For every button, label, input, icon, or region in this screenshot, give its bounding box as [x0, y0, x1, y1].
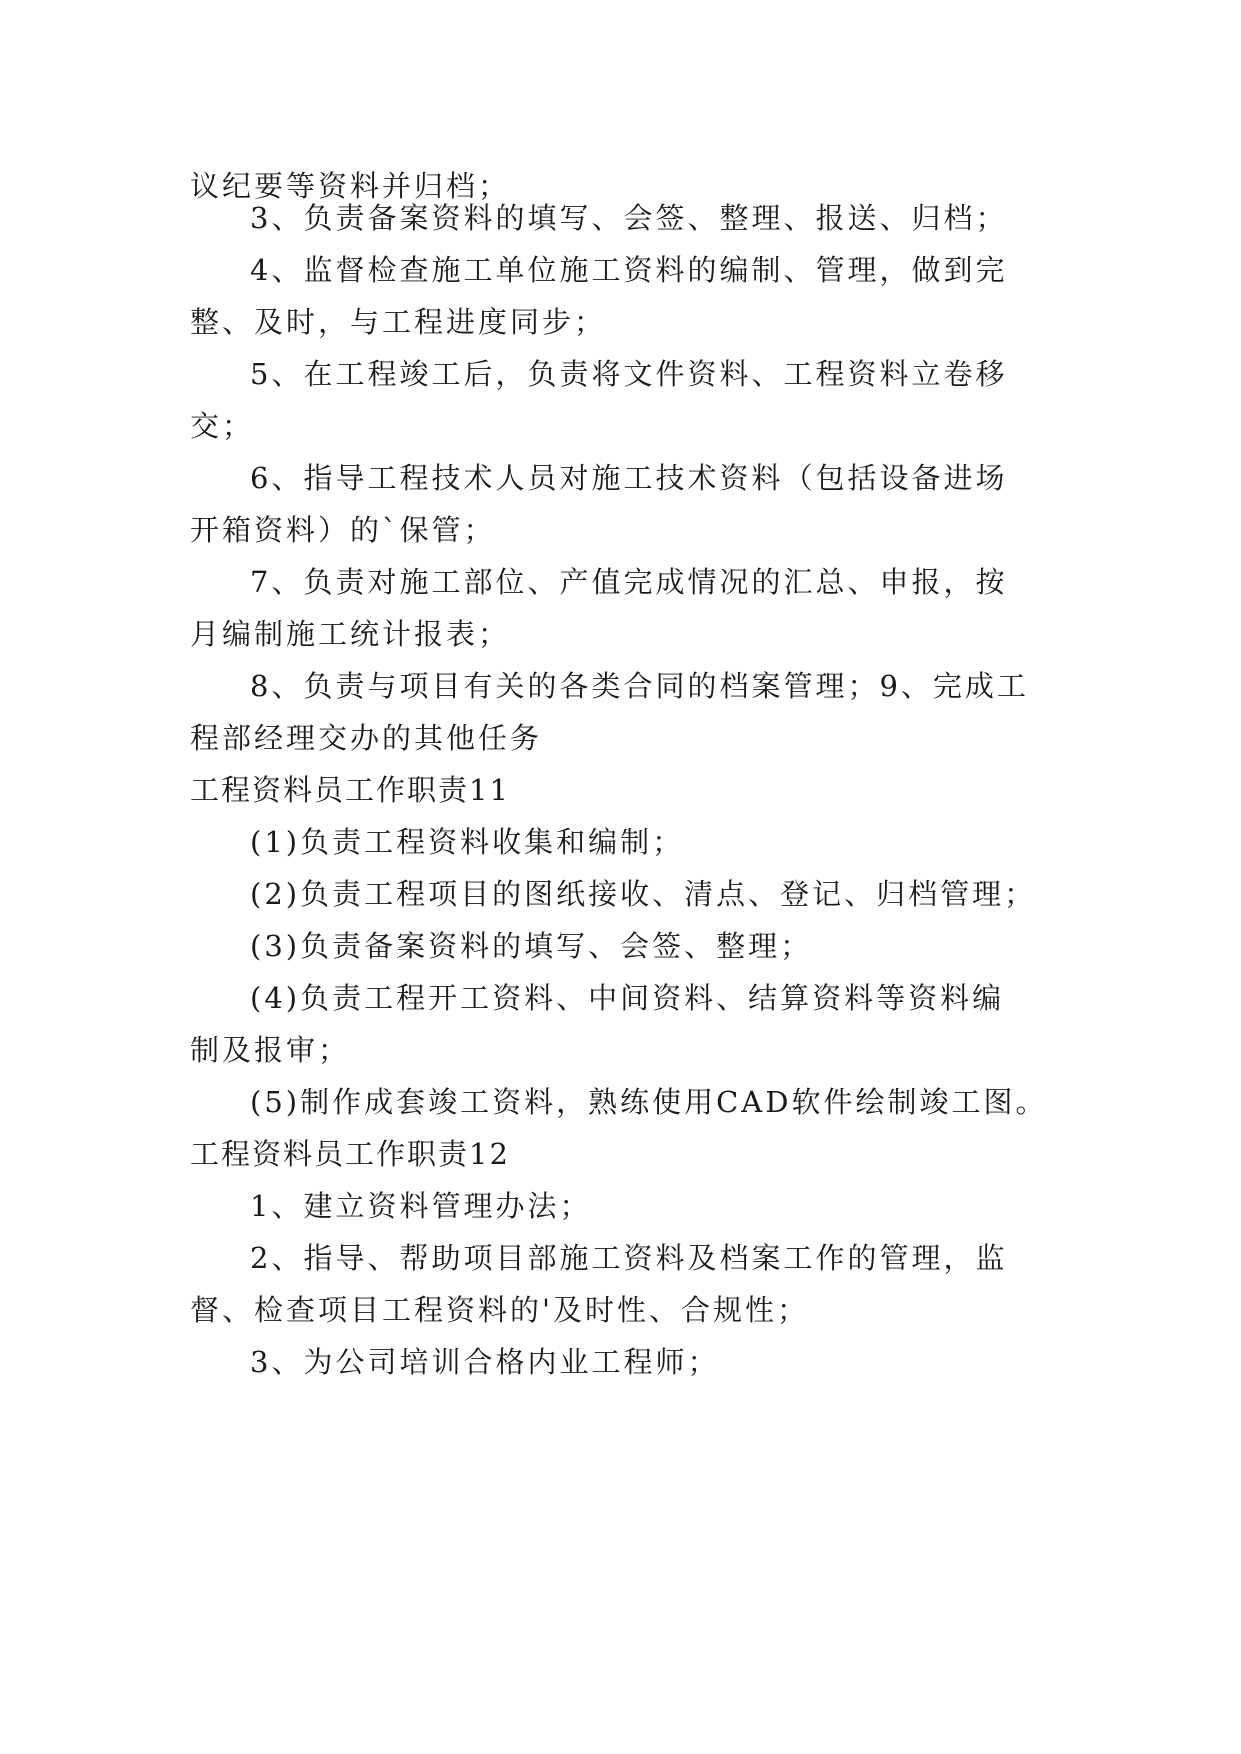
section-heading: 工程资料员工作职责11 [190, 773, 510, 807]
text-line: 开箱资料）的`保管； [190, 513, 496, 547]
text-line: 2、指导、帮助项目部施工资料及档案工作的管理，监 [250, 1241, 1008, 1275]
text-line: 8、负责与项目有关的各类合同的档案管理；9、完成工 [250, 669, 1029, 703]
text-line: 7、负责对施工部位、产值完成情况的汇总、申报，按 [250, 565, 1008, 599]
text-line: (2)负责工程项目的图纸接收、清点、登记、归档管理； [250, 877, 1037, 911]
text-line: 制及报审； [190, 1033, 351, 1067]
text-line: 6、指导工程技术人员对施工技术资料（包括设备进场 [250, 461, 1008, 495]
text-line: (1)负责工程资料收集和编制； [250, 825, 685, 859]
text-line: (3)负责备案资料的填写、会签、整理； [250, 929, 813, 963]
text-line: 督、检查项目工程资料的'及时性、合规性； [190, 1293, 809, 1327]
text-line: (4)负责工程开工资料、中间资料、结算资料等资料编 [250, 981, 1005, 1015]
section-heading: 工程资料员工作职责12 [190, 1137, 510, 1171]
text-line: 1、建立资料管理办法； [250, 1189, 592, 1223]
text-line: 月编制施工统计报表； [190, 617, 511, 651]
text-line: 议纪要等资料并归档； [190, 169, 511, 203]
text-line: (5)制作成套竣工资料，熟练使用CAD软件绘制竣工图。 [250, 1085, 1048, 1119]
text-line: 程部经理交办的其他任务 [190, 721, 543, 755]
text-line: 3、为公司培训合格内业工程师； [250, 1345, 720, 1379]
text-line: 交； [190, 409, 255, 443]
text-line: 4、监督检查施工单位施工资料的编制、管理，做到完 [250, 253, 1008, 287]
text-line: 整、及时，与工程进度同步； [190, 305, 607, 339]
text-line: 3、负责备案资料的填写、会签、整理、报送、归档； [250, 201, 1008, 235]
text-line: 5、在工程竣工后，负责将文件资料、工程资料立卷移 [250, 357, 1008, 391]
